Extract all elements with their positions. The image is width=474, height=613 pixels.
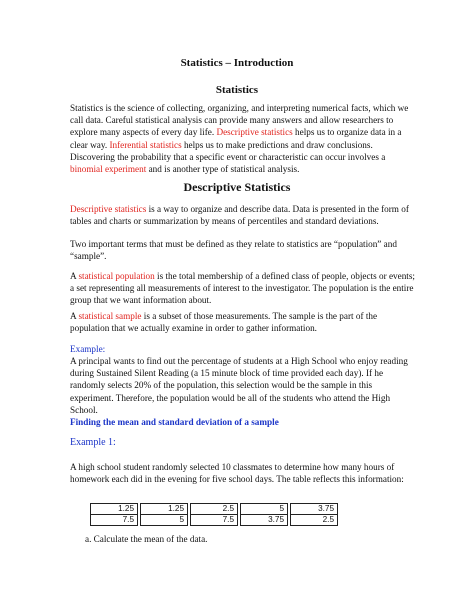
sample-text: is a subset of those measurements. The sample is the part of the population that we actually examine in order to gather information.: [70, 311, 378, 334]
statistical-sample-link[interactable]: statistical sample: [78, 311, 142, 321]
binomial-experiment-link[interactable]: binomial experiment: [70, 164, 147, 175]
table-cell: 1.25: [141, 504, 188, 515]
table-cell: 5: [241, 504, 288, 515]
inferential-statistics-link[interactable]: Inferential statistics: [109, 139, 182, 150]
example1-paragraph: A high school student randomly selected 10 classmates to determine how many hours of homework each did in the evening for five school days. The table reflects this information:: [70, 462, 404, 485]
data-table-4: [240, 503, 288, 526]
descriptive-paragraph: [70, 203, 415, 227]
data-table-1: [90, 503, 138, 526]
table-cell: 2.5: [291, 515, 338, 526]
terms-paragraph: Two important terms that must be defined as they relate to statistics are “population” and “sample”.: [70, 239, 397, 262]
example1-label: Example 1:: [70, 437, 116, 448]
population-pre: A: [70, 271, 79, 281]
table-cell: 7.5: [91, 515, 138, 526]
page-title: Statistics – Introduction: [180, 57, 294, 69]
table-cell: 7.5: [191, 515, 238, 526]
intro-text-1: Statistics is the science of collecting, organizing, and interpreting numerical facts, which we call data. Careful statistical analysis can provide many answers and allow researchers to explore many aspects of every day life.: [70, 103, 409, 138]
section-heading-descriptive-statistics: Descriptive Statistics: [183, 180, 291, 194]
sample-pre: A: [70, 311, 79, 321]
mean-sd-subheading: Finding the mean and standard deviation of a sample: [70, 417, 279, 427]
descriptive-statistics-link[interactable]: Descriptive statistics: [216, 127, 293, 138]
intro-paragraph: [70, 102, 415, 175]
descriptive-text: is a way to organize and describe data. Data is presented in the form of tables and charts or summarization by means of percentiles and standard deviations.: [70, 204, 409, 227]
population-paragraph: [70, 270, 415, 307]
table-cell: 5: [141, 515, 188, 526]
sample-paragraph: [70, 310, 415, 334]
data-table-2: [140, 503, 188, 526]
table-cell: 2.5: [191, 504, 238, 515]
descriptive-statistics-link-2[interactable]: Descriptive statistics: [70, 204, 147, 214]
statistical-population-link[interactable]: statistical population: [78, 271, 155, 281]
intro-text-3: helps us to make predictions and draw conclusions. Discovering the probability that a specific event or characteristic can occur involves a: [70, 139, 386, 162]
question-a: a. Calculate the mean of the data.: [85, 534, 208, 544]
example-paragraph: A principal wants to find out the percentage of students at a High School who enjoy reading during Sustained Silent Reading (a 15 minute block of time provided each day). If he randomly selects 20% of the population, this selection would be the sample in this experiment. Therefore, the population would be all of the students who attend the High School.: [70, 356, 408, 415]
intro-text-4: and is another type of statistical analysis.: [146, 164, 300, 175]
section-heading-statistics: Statistics: [215, 84, 259, 96]
intro-text-2: helps us to organize data in a clear way.: [70, 127, 402, 150]
example-label: Example:: [70, 344, 106, 354]
table-cell: 3.75: [291, 504, 338, 515]
table-cell: 1.25: [91, 504, 138, 515]
data-table-3: [190, 503, 238, 526]
data-table-5: [290, 503, 338, 526]
table-cell: 3.75: [241, 515, 288, 526]
population-text: is the total membership of a defined class of people, objects or events; a set representing all measurements of interest to the investigator. The population is the entire group that we want information about.: [70, 271, 415, 306]
